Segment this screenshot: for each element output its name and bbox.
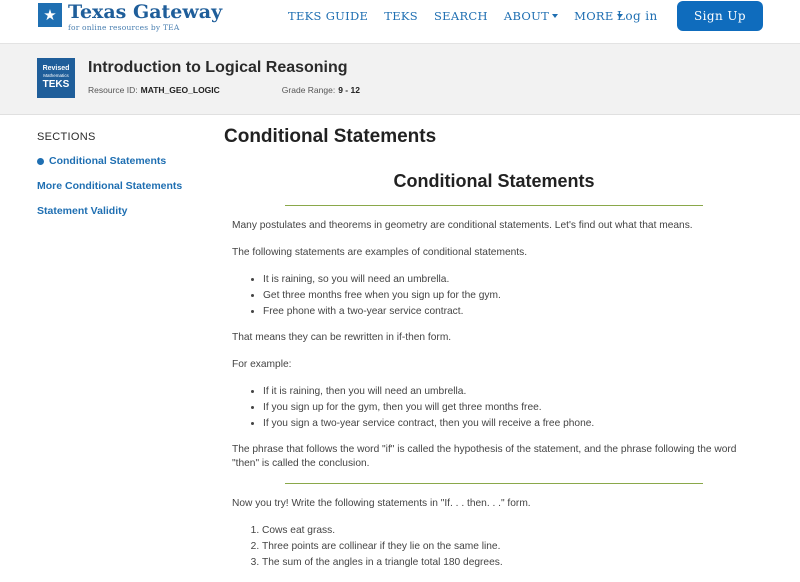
nav-link-label: TEKS <box>384 9 418 23</box>
badge-line-2: Mathematics <box>43 73 69 78</box>
list-item: 3. The sum of the angles in a triangle total 180 degrees. <box>262 555 762 571</box>
rewrite-paragraph: That means they can be rewritten in if-then form. <box>232 332 452 343</box>
resource-header <box>0 44 800 115</box>
list-item: • If you sign a two-year service contract, then you will receive a free phone. <box>263 416 762 432</box>
main-content <box>224 126 768 568</box>
badge-line-3: TEKS <box>42 79 70 90</box>
examples-intro: The following statements are examples of conditional statements. <box>232 247 528 258</box>
logo-text <box>68 0 222 32</box>
divider <box>285 205 703 206</box>
nav-link-more[interactable] <box>574 9 622 23</box>
for-example-label: For example: <box>232 359 292 370</box>
sidebar-item-more-conditional-statements[interactable] <box>37 180 217 192</box>
examples-list <box>232 272 762 320</box>
nav-link-label: ABOUT <box>503 9 550 23</box>
badge-line-1: Revised <box>42 65 70 72</box>
nav-links <box>288 9 639 23</box>
list-item: • Get three months free when you sign up for the gym. <box>263 288 762 304</box>
star-icon: ★ <box>38 3 62 27</box>
nav-link-teks-guide[interactable] <box>288 9 368 23</box>
intro-paragraph: Many postulates and theorems in geometry are conditional statements. Let's find out what that means. <box>232 220 693 231</box>
list-item: • If you sign up for the gym, then you will get three months free. <box>263 400 762 416</box>
sidebar-item-statement-validity[interactable] <box>37 205 217 217</box>
revised-teks-badge <box>37 58 75 98</box>
sidebar-item-label: Conditional Statements <box>49 155 167 167</box>
nav-link-about[interactable] <box>504 9 558 23</box>
list-item: • Free phone with a two-year service contract. <box>263 304 762 320</box>
signup-button[interactable]: Sign Up <box>677 1 763 31</box>
hypothesis-paragraph: The phrase that follows the word "if" is called the hypothesis of the statement, and the phrase following the word "then" is called the conclusion. <box>232 444 737 469</box>
logo-title: Texas Gateway <box>68 1 223 23</box>
exercises-list <box>232 523 762 571</box>
sidebar-item-label: More Conditional Statements <box>37 180 183 192</box>
lesson-content <box>232 171 762 571</box>
bullet-dot-icon <box>37 158 44 165</box>
nav-link-label: MORE <box>574 9 614 23</box>
sections-heading: SECTIONS <box>37 131 96 143</box>
resource-title: Introduction to Logical Reasoning <box>88 59 348 76</box>
if-then-list <box>232 384 762 432</box>
page-title: Conditional Statements <box>224 126 437 147</box>
try-paragraph: Now you try! Write the following statements in "If. . . then. . ." form. <box>232 498 531 509</box>
texas-gateway-logo[interactable] <box>38 0 222 34</box>
login-link[interactable]: Log in <box>617 9 658 23</box>
grade-range-value: 9 - 12 <box>338 85 360 95</box>
resource-meta <box>88 85 360 95</box>
nav-link-teks[interactable] <box>384 9 418 23</box>
nav-link-search[interactable] <box>434 9 488 23</box>
caret-down-icon <box>552 14 558 18</box>
divider <box>285 483 703 484</box>
nav-link-label: TEKS GUIDE <box>288 9 369 23</box>
sidebar-item-conditional-statements[interactable] <box>37 155 217 167</box>
list-item: 1. Cows eat grass. <box>262 523 762 539</box>
grade-range-label: Grade Range: <box>281 85 336 95</box>
list-item: • It is raining, so you will need an umbrella. <box>263 272 762 288</box>
list-item: 2. Three points are collinear if they lie on the same line. <box>262 539 762 555</box>
resource-id-label: Resource ID: <box>88 85 138 95</box>
sidebar-item-label: Statement Validity <box>37 205 128 217</box>
logo-subtitle: for online resources by TEA <box>68 23 180 32</box>
sections-sidebar <box>37 131 217 230</box>
list-item: • If it is raining, then you will need an umbrella. <box>263 384 762 400</box>
top-navigation <box>0 0 800 44</box>
resource-id-value: MATH_GEO_LOGIC <box>140 85 220 95</box>
content-title: Conditional Statements <box>393 171 595 191</box>
nav-link-label: SEARCH <box>433 9 488 23</box>
